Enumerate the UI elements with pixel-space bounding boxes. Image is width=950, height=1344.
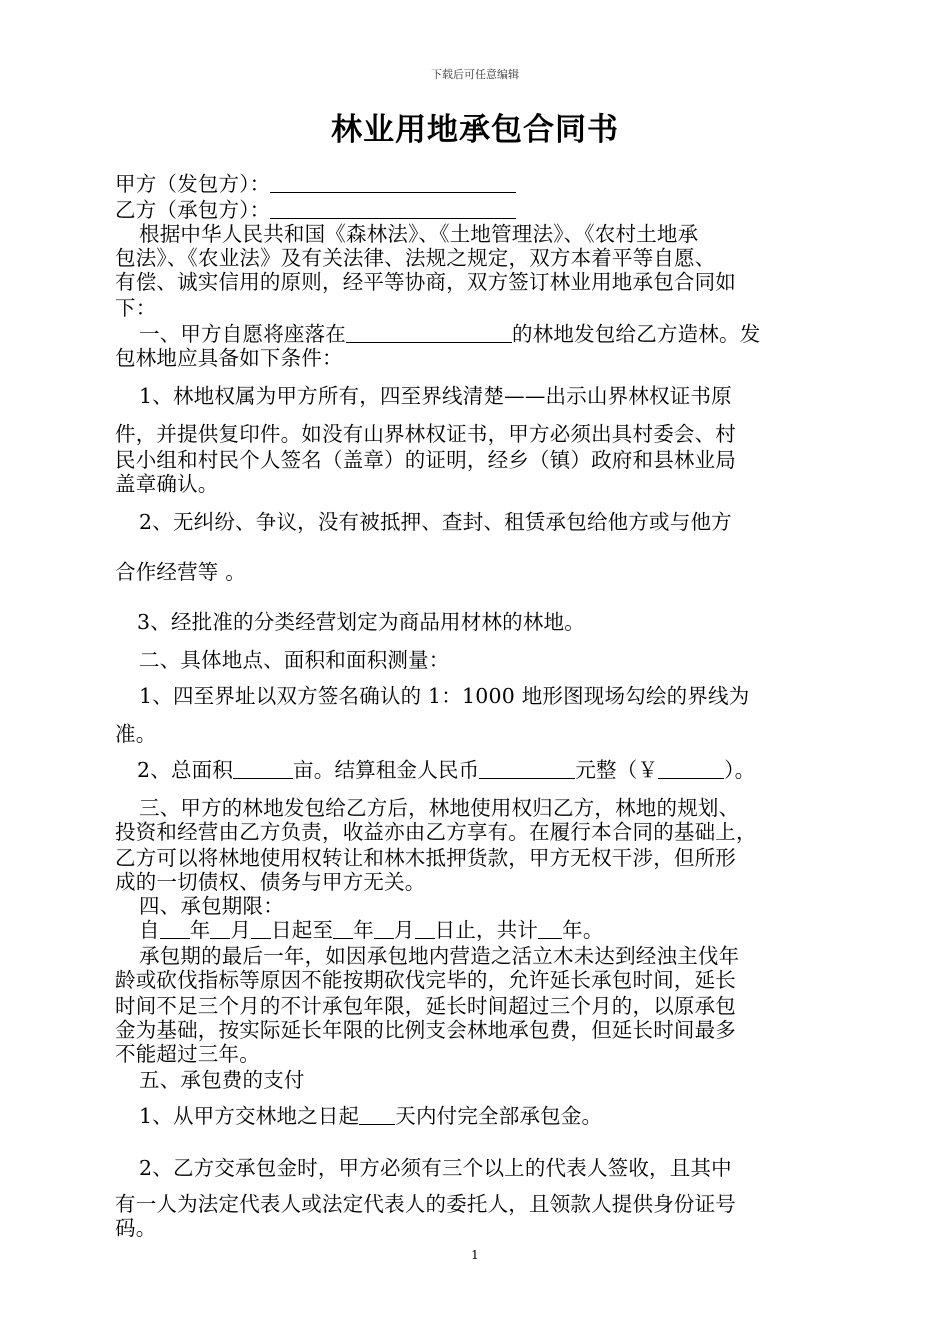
term-blank bbox=[415, 920, 435, 939]
condition-3-line: 3、经批准的分类经营划定为商品用材林的林地。 bbox=[137, 610, 585, 634]
condition-1-line: 1、林地权属为甲方所有，四至界线清楚——出示山界林权证书原 bbox=[139, 384, 732, 408]
term-text: 月 bbox=[393, 918, 415, 942]
condition-1-line: 件，并提供复印件。如没有山界林权证书，甲方必须出具村委会、村 bbox=[115, 422, 736, 446]
term-extension-line: 时间不足三个月的不计承包年限，延长时间超过三个月的，以原承包 bbox=[115, 994, 736, 1018]
condition-1-line: 民小组和村民个人签名（盖章）的证明，经乡（镇）政府和县林业局 bbox=[115, 448, 736, 472]
rent-figure-blank bbox=[658, 760, 724, 779]
condition-1-line: 盖章确认。 bbox=[115, 472, 219, 496]
section-5-item-1 bbox=[139, 1104, 869, 1128]
section-2-item-2 bbox=[137, 758, 867, 782]
section-3-line: 投资和经营由乙方负责，收益亦由乙方享有。在履行本合同的基础上， bbox=[115, 820, 757, 844]
term-text: 月 bbox=[230, 918, 252, 942]
section-1-text: 一、甲方自愿将座落在 bbox=[139, 322, 346, 346]
section-4-heading: 四、承包期限： bbox=[139, 894, 284, 918]
area-blank bbox=[233, 760, 293, 779]
party-b-line bbox=[115, 198, 845, 222]
rent-unit-label: 元整（￥ bbox=[575, 758, 659, 782]
section-5-item-2: 有一人为法定代表人或法定代表人的委托人，且领款人提供身份证号 bbox=[115, 1192, 736, 1216]
section-3-line: 乙方可以将林地使用权转让和林木抵押货款，甲方无权干涉，但所形 bbox=[115, 846, 736, 870]
term-text: 日起至 bbox=[271, 918, 334, 942]
rent-close: ）。 bbox=[724, 758, 756, 782]
payment-days-blank bbox=[359, 1106, 395, 1125]
term-extension-line: 金为基础，按实际延长年限的比例支会林地承包费，但延长时间最多 bbox=[115, 1018, 736, 1042]
term-extension-line: 不能超过三年。 bbox=[115, 1042, 260, 1066]
party-a-blank bbox=[270, 174, 516, 193]
section-5-item-2: 码。 bbox=[115, 1216, 157, 1240]
party-b-label: 乙方（承包方）： bbox=[115, 198, 271, 222]
term-blank bbox=[374, 920, 394, 939]
section-3-line: 三、甲方的林地发包给乙方后，林地使用权归乙方，林地的规划、 bbox=[139, 796, 740, 820]
intro-line: 下： bbox=[115, 296, 157, 320]
section-1-line: 包林地应具备如下条件： bbox=[115, 346, 343, 370]
location-blank bbox=[346, 324, 512, 343]
condition-2-line: 2、无纠纷、争议，没有被抵押、查封、租赁承包给他方或与他方 bbox=[139, 510, 732, 534]
intro-line: 有偿、诚实信用的原则，经平等协商，双方签订林业用地承包合同如 bbox=[115, 270, 736, 294]
page-number: 1 bbox=[471, 1248, 479, 1262]
term-extension-line: 龄或砍伐指标等原因不能按期砍伐完毕的，允许延长承包时间，延长 bbox=[115, 968, 736, 992]
term-text: 自 bbox=[139, 918, 160, 942]
term-extension-line: 承包期的最后一年，如因承包地内营造之活立木未达到经浊主伐年 bbox=[139, 944, 740, 968]
section-1-text-cont: 的林地发包给乙方造林。发 bbox=[512, 322, 761, 346]
term-blank bbox=[210, 920, 230, 939]
term-text: 年 bbox=[353, 918, 374, 942]
term-line bbox=[139, 918, 869, 942]
party-a-line bbox=[115, 172, 845, 196]
term-blank bbox=[160, 920, 190, 939]
rent-blank bbox=[479, 760, 575, 779]
section-2-item-1: 准。 bbox=[115, 722, 157, 746]
term-text: 日止，共计 bbox=[434, 918, 539, 942]
section-2-heading: 二、具体地点、面积和面积测量： bbox=[139, 648, 450, 672]
term-blank bbox=[251, 920, 271, 939]
section-5-heading: 五、承包费的支付 bbox=[139, 1068, 305, 1092]
section-1-line bbox=[139, 322, 869, 346]
term-blank bbox=[333, 920, 353, 939]
area-label: 2、总面积 bbox=[137, 758, 234, 782]
condition-2-line: 合作经营等 。 bbox=[115, 560, 246, 584]
intro-line: 包法》、《农业法》及有关法律、法规之规定，双方本着平等自愿、 bbox=[115, 246, 716, 270]
document-title: 林业用地承包合同书 bbox=[331, 112, 619, 148]
section-3-line: 成的一切债权、债务与甲方无关。 bbox=[115, 870, 426, 894]
term-text: 年。 bbox=[562, 918, 604, 942]
intro-line: 根据中华人民共和国《森林法》、《土地管理法》、《农村土地承 bbox=[139, 222, 699, 246]
payment-days-text: 天内付完全部承包金。 bbox=[395, 1104, 603, 1128]
party-b-blank bbox=[270, 200, 516, 219]
term-text: 年 bbox=[189, 918, 211, 942]
payment-days-label: 1、从甲方交林地之日起 bbox=[139, 1104, 360, 1128]
section-2-item-1: 1、四至界址以双方签名确认的 1：1000 地形图现场勾绘的界线为 bbox=[139, 684, 750, 708]
term-blank bbox=[538, 920, 562, 939]
header-note: 下载后可任意编辑 bbox=[431, 68, 519, 81]
rent-label: 亩。结算租金人民币 bbox=[293, 758, 480, 782]
party-a-label: 甲方（发包方）： bbox=[115, 172, 271, 196]
section-5-item-2: 2、乙方交承包金时，甲方必须有三个以上的代表人签收，且其中 bbox=[139, 1156, 732, 1180]
